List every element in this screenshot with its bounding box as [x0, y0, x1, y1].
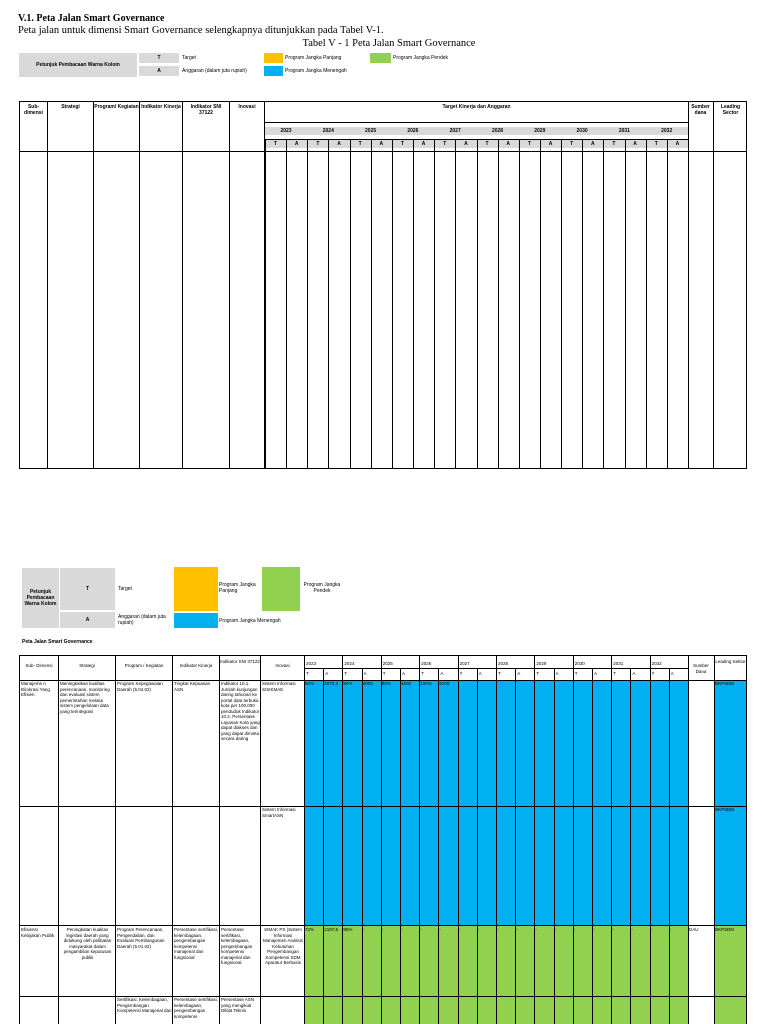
- t1-sub-2031-T: T: [612, 141, 616, 147]
- t2-col-line: [496, 656, 497, 1024]
- t1-col-line: [265, 139, 266, 468]
- row3-sumber: DAU: [689, 927, 699, 932]
- t1-col-line: [540, 139, 541, 468]
- t1-header-sub-dimensi: Sub-dimensi: [24, 104, 43, 116]
- t1-col-line: [667, 139, 668, 468]
- t2-header-program: Program / Kegiatan: [124, 663, 164, 668]
- t1-sub-2024-A: A: [337, 141, 341, 147]
- t2-year-2024: 2024: [344, 661, 355, 666]
- t1-col-line: [350, 139, 351, 468]
- t2-value-cell: -: [381, 927, 384, 932]
- t2-col-line: [611, 656, 612, 1024]
- t2-year-2030: 2030: [574, 661, 585, 666]
- t1-col-line: [519, 139, 520, 468]
- legend-mid-label: Program Jangka Menengah: [285, 68, 347, 74]
- t2-value-cell: -: [401, 927, 403, 932]
- t1-col-line: [328, 139, 329, 468]
- legend-short-label: Program Jangka Pendek: [393, 55, 449, 61]
- row1-leading: BKPSDM: [715, 681, 735, 686]
- t2-col-line: [381, 656, 382, 1024]
- t2-value-cell: -: [631, 927, 633, 932]
- t1-col-line: [646, 139, 647, 468]
- legend2-short-swatch: [262, 567, 300, 611]
- table2-title: Peta Jalan Smart Governance: [22, 639, 93, 645]
- t1-col-line: [286, 139, 287, 468]
- t2-col-line: [592, 668, 593, 1024]
- intro-paragraph: Peta jalan untuk dimensi Smart Governance selengkapnya ditunjukkan pada Tabel V-1.: [18, 25, 384, 36]
- t2-value-cell: 85%: [343, 927, 353, 932]
- t2-sub-2027-T: T: [459, 671, 463, 676]
- t1-year-2027: 2027: [449, 128, 461, 134]
- t2-header-sni: Indikator SNI 37122: [220, 659, 260, 664]
- t1-header-target: Target Kinerja dan Anggaran: [442, 104, 511, 110]
- t1-col-line: [413, 139, 414, 468]
- t1-year-2032: 2032: [661, 128, 673, 134]
- t1-header-indikator: Indikator Kinerja: [141, 104, 181, 110]
- t2-value-cell: 4003: [362, 681, 373, 686]
- legend2-t-code: T: [60, 568, 115, 610]
- t1-col-line: [434, 139, 435, 468]
- t1-sub-2026-A: A: [421, 141, 426, 147]
- t1-sub-2029-T: T: [527, 141, 531, 147]
- row2-inovasi: Sistem Informasi SmartASN: [262, 807, 296, 818]
- row4-sni: Persentase ASN yang mengikuti Diklat Teknis: [221, 997, 255, 1013]
- row3-indikator: Persentase sertifikasi, kelembagaan, pengembangan kompetensi manajerial dan fungsional: [174, 927, 219, 960]
- t2-year-2031: 2031: [613, 661, 624, 666]
- t2-sub-2029-A: A: [555, 671, 559, 676]
- t2-value-cell: 4600: [401, 681, 412, 686]
- t2-sub-2030-T: T: [574, 671, 578, 676]
- row1-indikator: Tingkat Kepuasan ASN: [174, 681, 211, 692]
- row1-sub-dimensi: Manajeme n Birokrasi Yang Efisien: [21, 681, 50, 697]
- row3-sub-dimensi: Efisiensi Kebijakan Publik: [21, 927, 55, 938]
- t1-col-line: [561, 139, 562, 468]
- t2-value-cell: 100%: [420, 681, 432, 686]
- t2-col-line: [400, 668, 401, 1024]
- t1-year-2023: 2023: [280, 128, 292, 134]
- t2-sub-2026-A: A: [440, 671, 444, 676]
- t2-year-2028: 2028: [498, 661, 509, 666]
- t1-sub-2025-A: A: [379, 141, 384, 147]
- legend2-long-label: Program Jangka Panjang: [219, 582, 256, 594]
- t2-col-line: [458, 656, 459, 1024]
- t2-sub-2030-A: A: [594, 671, 598, 676]
- t1-sub-2024-T: T: [316, 141, 320, 147]
- t2-col-line: [362, 668, 363, 1024]
- legend2-a-code: A: [60, 612, 115, 628]
- t2-value-cell: -: [497, 927, 499, 932]
- t2-sub-2032-T: T: [651, 671, 655, 676]
- t2-col-line: [630, 668, 631, 1024]
- t2-value-cell: -: [612, 927, 614, 932]
- t2-col-line: [419, 656, 420, 1024]
- legend2-title: Petunjuk Pembacaan Warna Kolom: [22, 568, 59, 628]
- t2-header-sub-dimensi: Sub- Dimensi: [25, 663, 53, 668]
- t1-header-strategi: Strategi: [61, 104, 80, 110]
- t2-col-line: [477, 668, 478, 1024]
- t2-year-2032: 2032: [651, 661, 662, 666]
- t1-year-2029: 2029: [534, 128, 546, 134]
- t2-value-cell: 4073,3: [324, 681, 338, 686]
- row1-sni: Indikator 10.1. Jumlah kunjungan daring tahunan ke portal data terbuka kota per 100.000 penduduk Indikator 10.2. Persentase Layanan Kota yang dapat diakses dan yang dapat diminta secara daring: [221, 681, 260, 741]
- t2-value-cell: -: [458, 927, 461, 932]
- t1-year-2028: 2028: [491, 128, 504, 134]
- row4-leading-fill: [714, 996, 747, 1024]
- t1-col-line: [498, 139, 499, 468]
- t2-year-2027: 2027: [459, 661, 470, 666]
- legend2-short-label: Program Jangka Pendek: [303, 582, 341, 594]
- t2-value-cell: -: [554, 927, 557, 932]
- table-caption: Tabel V - 1 Peta Jalan Smart Governance: [302, 38, 476, 49]
- t2-col-line: [323, 668, 324, 1024]
- t2-value-cell: 2187,6: [324, 927, 338, 932]
- row2-leading: BKPSDM: [715, 807, 735, 812]
- t1-col-line: [625, 139, 626, 468]
- legend-mid-swatch: [264, 66, 283, 76]
- roadmap-template-table: [19, 101, 747, 469]
- t2-header-leading: Leading Sektor: [715, 659, 746, 664]
- t1-col-line: [392, 139, 393, 468]
- t1-sub-2030-T: T: [570, 141, 574, 147]
- t1-header-sni: Indikator SNI 37122: [190, 104, 222, 116]
- t2-value-cell: 72%: [305, 927, 315, 932]
- t2-header-sumber: Sumber Dana: [693, 663, 709, 674]
- row3-leading-fill: [714, 925, 747, 996]
- t2-col-line: [515, 668, 516, 1024]
- t2-col-line: [438, 668, 439, 1024]
- t1-sub-2027-A: A: [464, 141, 468, 147]
- section-heading: V.1. Peta Jalan Smart Governance: [18, 13, 165, 24]
- legend-t-code: T: [139, 53, 179, 63]
- t2-value-cell: -: [573, 927, 576, 932]
- t1-sub-2023-T: T: [274, 141, 278, 147]
- t2-col-line: [554, 668, 555, 1024]
- roadmap-data-table: [19, 655, 747, 1024]
- t1-year-2025: 2025: [365, 128, 377, 134]
- t2-value-cell: 80%: [343, 681, 353, 686]
- t2-sub-2027-A: A: [478, 671, 482, 676]
- legend-t-label: Target: [182, 55, 196, 61]
- row1-strategi: Meningkatkan kualitas perencanaan, monitoring dan evaluasi sistem pemerintahan melalui sistem pengelolaan data yang terintegrasi: [60, 681, 110, 714]
- t2-value-cell: 5700: [439, 681, 450, 686]
- t1-sub-2030-A: A: [591, 141, 595, 147]
- t2-sub-2025-T: T: [382, 671, 386, 676]
- row3-inovasi: SIMAK PS (Sistem Informasi Manajemen Analisis Kebutuhan Pengembangan Kompetensi SDM Aparatur Berbasis: [262, 927, 304, 965]
- t2-year-2025: 2025: [382, 661, 393, 666]
- t1-sub-2023-A: A: [294, 141, 299, 147]
- t2-value-cell: -: [593, 927, 595, 932]
- t1-sub-2032-A: A: [675, 141, 680, 147]
- t2-sub-2031-A: A: [632, 671, 636, 676]
- t1-sub-2029-A: A: [548, 141, 553, 147]
- t2-col-line: [573, 656, 574, 1024]
- t1-year-2030: 2030: [576, 128, 588, 134]
- t2-year-2023: 2023: [306, 661, 317, 666]
- legend-a-code: A: [139, 66, 179, 76]
- t1-year-2024: 2024: [322, 128, 334, 134]
- t2-sub-2024-A: A: [363, 671, 367, 676]
- t1-sub-2028-T: T: [485, 141, 489, 147]
- t2-sub-2028-T: T: [498, 671, 501, 676]
- t1-sub-2032-T: T: [654, 141, 658, 147]
- legend2-t-label: Target: [118, 586, 132, 592]
- t2-value-cell: -: [669, 927, 672, 932]
- legend-title: Petunjuk Pembacaan Warna Kolom: [19, 53, 137, 77]
- t2-value-cell: -: [420, 927, 422, 932]
- t2-sub-2032-A: A: [670, 671, 674, 676]
- t1-sub-2025-T: T: [358, 141, 362, 147]
- legend2-long-swatch: [174, 567, 218, 611]
- t2-sub-2029-T: T: [536, 671, 540, 676]
- t2-sub-2031-T: T: [613, 671, 616, 676]
- t1-col-line: [455, 139, 456, 468]
- t2-col-line: [650, 656, 651, 1024]
- legend2-mid-label: Program Jangka Menengah: [219, 617, 281, 624]
- t2-value-cell: -: [650, 927, 653, 932]
- t1-col-line: [477, 139, 478, 468]
- legend-long-swatch: [264, 53, 283, 63]
- t2-value-cell: -: [362, 927, 365, 932]
- t2-sub-2026-T: T: [421, 671, 424, 676]
- t2-header-strategi: Strategi: [79, 663, 95, 668]
- row1-inovasi: Sistem Informasi SISIKMAE: [262, 681, 296, 692]
- row3-program: Program Perencanaan, Pengendalian, dan Evaluasi Pembangunan Daerah (5.01.02): [117, 927, 165, 949]
- t1-col-line: [603, 139, 604, 468]
- t1-col-line: [371, 139, 372, 468]
- t2-value-cell: 90%: [381, 681, 391, 686]
- t2-sub-2023-A: A: [325, 671, 329, 676]
- t2-sub-2023-T: T: [306, 671, 309, 676]
- t1-sub-2027-T: T: [443, 141, 447, 147]
- t1-year-2026: 2026: [407, 128, 419, 134]
- t1-header-program: Program/ Kegiatan: [94, 104, 139, 110]
- t2-year-2029: 2029: [536, 661, 547, 666]
- row2-leading-fill: [714, 806, 747, 925]
- legend2-mid-swatch: [174, 613, 218, 628]
- t1-col-line: [582, 139, 583, 468]
- t2-header-indikator: Indikator Kinerja: [179, 663, 213, 668]
- t2-value-cell: -: [535, 927, 537, 932]
- t2-sub-2025-A: A: [402, 671, 406, 676]
- t2-sub-2024-T: T: [344, 671, 348, 676]
- row4-program: Sertifikasi, Kelembagaan, Pengembangan Kompetensi Manajerial dan: [117, 997, 172, 1013]
- legend-a-label: Anggaran (dalam juta rupiah): [182, 68, 247, 74]
- t2-value-cell: -: [477, 927, 480, 932]
- row3-strategi: Peningkatan kualitas legislasi daerah yang didukung oleh pelibatan masyarakat dalam pengambilan keputusan publik: [63, 927, 112, 960]
- t1-header-inovasi: Inovasi: [238, 104, 256, 110]
- t1-sub-2026-T: T: [400, 141, 404, 147]
- t2-sub-2028-A: A: [517, 671, 521, 676]
- row1-leading-fill: [714, 680, 747, 806]
- t1-sub-2028-A: A: [506, 141, 511, 147]
- t2-header-inovasi: Inovasi: [275, 663, 290, 668]
- row3-sni: Persentase sertifikasi, kelembagaan, pengembangan kompetensi manajerial dan fungsional: [221, 927, 253, 965]
- legend-long-label: Program Jangka Panjang: [285, 55, 342, 61]
- legend2-a-label: Anggaran (dalam juta rupiah): [118, 614, 166, 626]
- t1-col-line: [307, 139, 308, 468]
- t1-header-leading: Leading Sector: [720, 104, 741, 116]
- t2-value-cell: 80%: [305, 681, 315, 686]
- t2-col-line: [669, 668, 670, 1024]
- row1-program: Program Kepegawaian Daerah (5.04.02): [117, 681, 163, 692]
- t2-col-line: [534, 656, 535, 1024]
- t2-col-line: [342, 656, 343, 1024]
- t1-sub-2031-A: A: [633, 141, 637, 147]
- t2-value-cell: -: [516, 927, 518, 932]
- t1-header-sumber: Sumber dana: [691, 104, 710, 116]
- legend-short-swatch: [370, 53, 391, 63]
- t2-year-2026: 2026: [421, 661, 432, 666]
- row3-leading: BKPSDM: [715, 927, 735, 932]
- t1-year-2031: 2031: [618, 128, 630, 134]
- row4-indikator: Persentase sertifikasi, kelembagaan, pengembangan kompetensi: [174, 997, 219, 1019]
- t2-value-cell: -: [439, 927, 441, 932]
